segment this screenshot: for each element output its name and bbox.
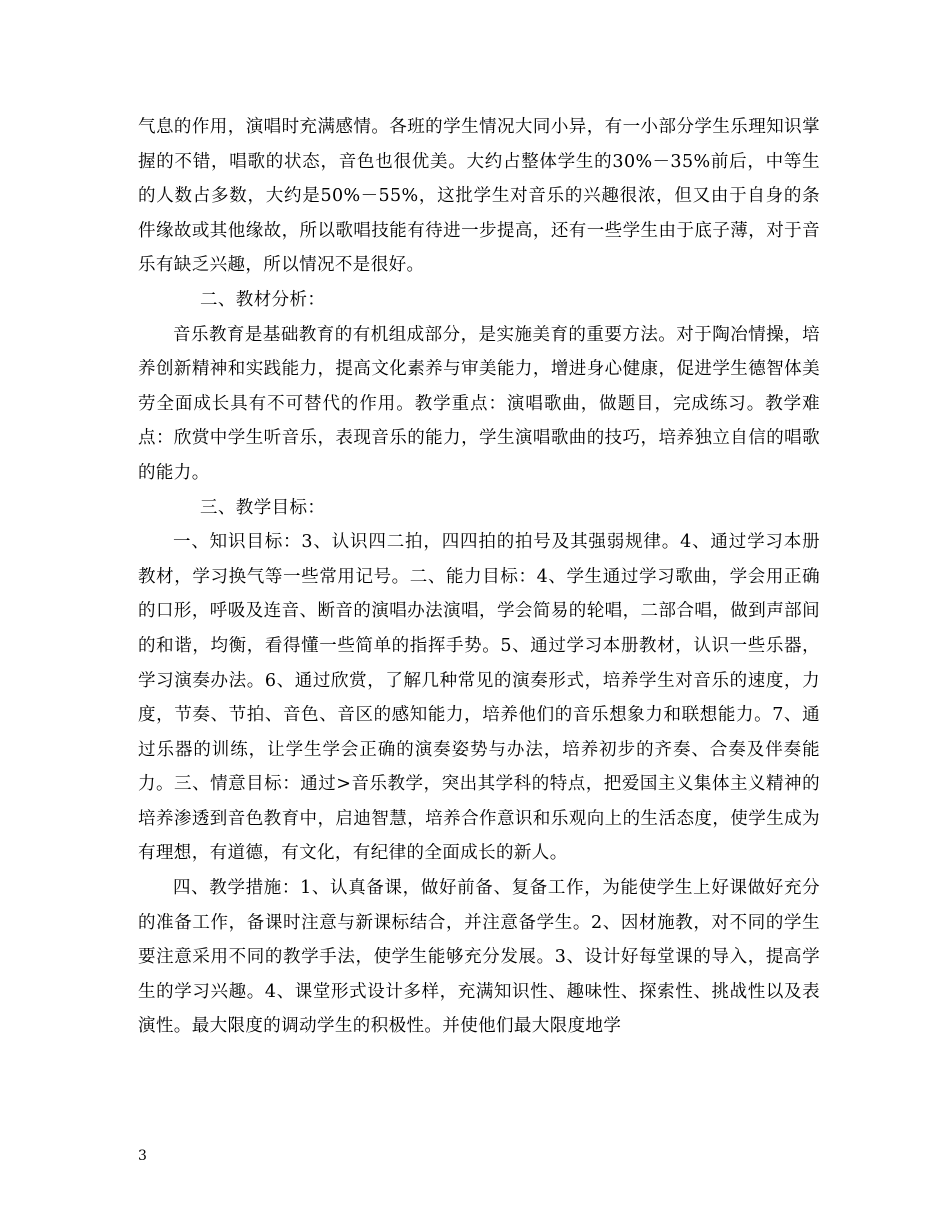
paragraph-teaching-measures: 四、教学措施：1、认真备课，做好前备、复备工作，为能使学生上好课做好充分的准备工作，备课时注意与新课标结合，并注意备学生。2、因材施教，对不同的学生要注意采用不同的教学手法，使学生能够充分发展。3、设计好每堂课的导入，提高学生的学习兴趣。4、课堂形式设计多样，充满知识性、趣味性、探索性、挑战性以及表演性。最大限度的调动学生的积极性。并使他们最大限度地学 <box>138 878 820 1037</box>
page-number: 3 <box>138 1148 147 1164</box>
paragraph-continued-student-analysis: 气息的作用，演唱时充满感情。各班的学生情况大同小异，有一小部分学生乐理知识掌握的不错，唱歌的状态，音色也很优美。大约占整体学生的30%－35%前后，中等生的人数占多数，大约是50%－55%，这批学生对音乐的兴趣很浓，但又由于自身的条件缘故或其他缘故，所以歌唱技能有待进一步提高，还有一些学生由于底子薄，对于音乐有缺乏兴趣，所以情况不是很好。 <box>138 117 820 276</box>
section-heading-textbook-analysis: 二、教材分析： <box>200 289 326 310</box>
paragraph-textbook-analysis: 音乐教育是基础教育的有机组成部分，是实施美育的重要方法。对于陶冶情操，培养创新精神和实践能力，提高文化素养与审美能力，增进身心健康，促进学生德智体美劳全面成长具有不可替代的作用。教学重点：演唱歌曲，做题目，完成练习。教学难点：欣赏中学生听音乐，表现音乐的能力，学生演唱歌曲的技巧，培养独立自信的唱歌的能力。 <box>138 324 820 483</box>
section-heading-teaching-goals: 三、教学目标： <box>200 497 326 518</box>
paragraph-teaching-goals: 一、知识目标：3、认识四二拍，四四拍的拍号及其强弱规律。4、通过学习本册教材，学习换气等一些常用记号。二、能力目标：4、学生通过学习歌曲，学会用正确的口形，呼吸及连音、断音的演唱办法演唱，学会简易的轮唱，二部合唱，做到声部间的和谐，均衡，看得懂一些简单的指挥手势。5、通过学习本册教材，认识一些乐器，学习演奏办法。6、通过欣赏，了解几种常见的演奏形式，培养学生对音乐的速度，力度，节奏、节拍、音色、音区的感知能力，培养他们的音乐想象力和联想能力。7、通过乐器的训练，让学生学会正确的演奏姿势与办法，培养初步的齐奏、合奏及伴奏能力。三、情意目标：通过>音乐教学，突出其学科的特点，把爱国主义集体主义精神的培养渗透到音色教育中，启迪智慧，培养合作意识和乐观向上的生活态度，使学生成为有理想，有道德，有文化，有纪律的全面成长的新人。 <box>138 532 820 864</box>
document-body <box>138 110 820 1044</box>
